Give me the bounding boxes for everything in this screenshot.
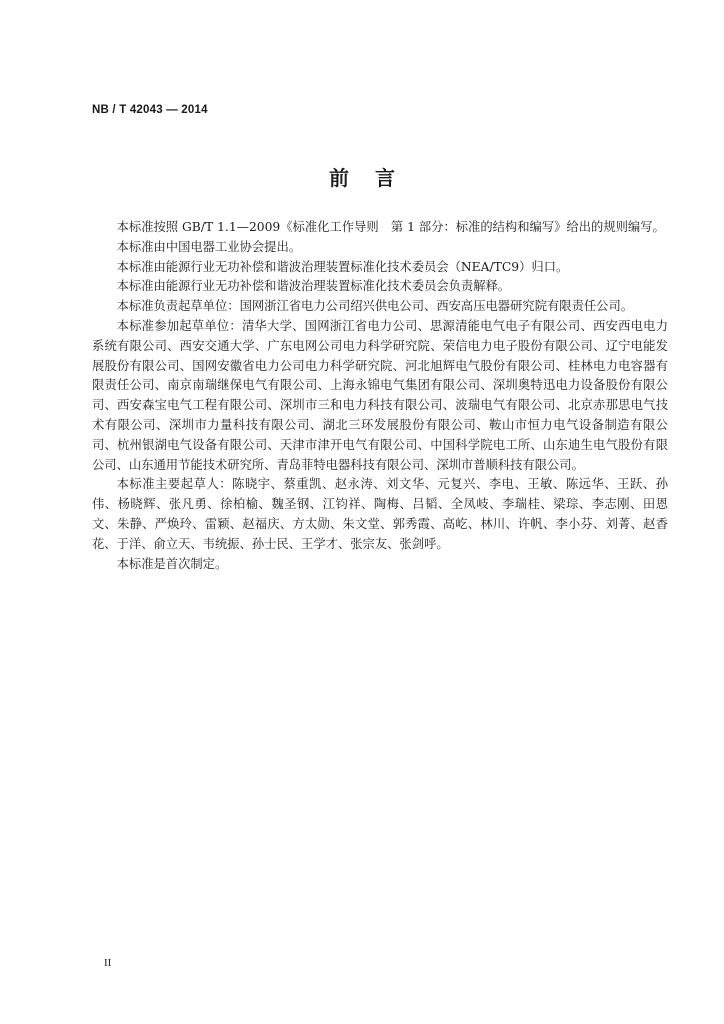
paragraph-participating-units: 本标准参加起草单位：清华大学、国网浙江省电力公司、思源清能电气电子有限公司、西安西电电力系统有限公司、西安交通大学、广东电网公司电力科学研究院、荣信电力电子股份有限公司、辽宁电能发展股份有限公司、国网安徽省电力公司电力科学研究院、河北旭辉电气股份有限公司、桂林电力电容器有限责任公司、南京南瑞继保电气有限公司、上海永锦电气集团有限公司、深圳奥特迅电力设备股份有限公司、西安森宝电气工程有限公司、深圳市三和电力科技有限公司、波瑞电气有限公司、北京赤那思电气技术有限公司、深圳市力量科技有限公司、湖北三环发展股份有限公司、鞍山市恒力电气设备制造有限公司、杭州银湖电气设备有限公司、天津市津开电气有限公司、中国科学院电工所、山东迪生电气股份有限公司、山东通用节能技术研究所、青岛菲特电器科技有限公司、深圳市普顺科技有限公司。: [92, 318, 668, 472]
foreword-body: [92, 218, 668, 574]
paragraph-main-drafters: 本标准主要起草人：陈晓宇、蔡重凯、赵永涛、刘文华、元复兴、李电、王敏、陈远华、王跃、孙伟、杨晓辉、张凡勇、徐柏榆、魏圣钢、江钧祥、陶梅、吕韬、全凤岐、李瑞桂、梁琮、李志刚、田恩文、朱静、严焕玲、雷颖、赵福庆、方太勋、朱文堂、郭秀霞、高屹、林川、许帆、李小芬、刘菁、赵香花、于洋、俞立天、韦统振、孙士民、王学才、张宗友、张剑呼。: [92, 477, 668, 551]
paragraph-lead-drafting-units: 本标准负责起草单位：国网浙江省电力公司绍兴供电公司、西安高压电器研究院有限责任公司。: [116, 299, 634, 314]
paragraph-drafting-rules: 本标准按照 GB/T 1.1—2009《标准化工作导则 第 1 部分：标准的结构和编写》给出的规则编写。: [116, 220, 665, 234]
standard-code-header: NB / T 42043 — 2014: [92, 104, 208, 116]
paragraph-proposer: 本标准由中国电器工业协会提出。: [116, 239, 302, 254]
page-number: II: [104, 957, 112, 969]
paragraph-interpretation: 本标准由能源行业无功补偿和谐波治理装置标准化技术委员会负责解释。: [116, 279, 511, 294]
paragraph-centralized-unit: 本标准由能源行业无功补偿和谐波治理装置标准化技术委员会（NEA/TC9）归口。: [116, 259, 569, 274]
paragraph-first-edition: 本标准是首次制定。: [116, 556, 228, 571]
page-title: 前言: [329, 166, 421, 190]
